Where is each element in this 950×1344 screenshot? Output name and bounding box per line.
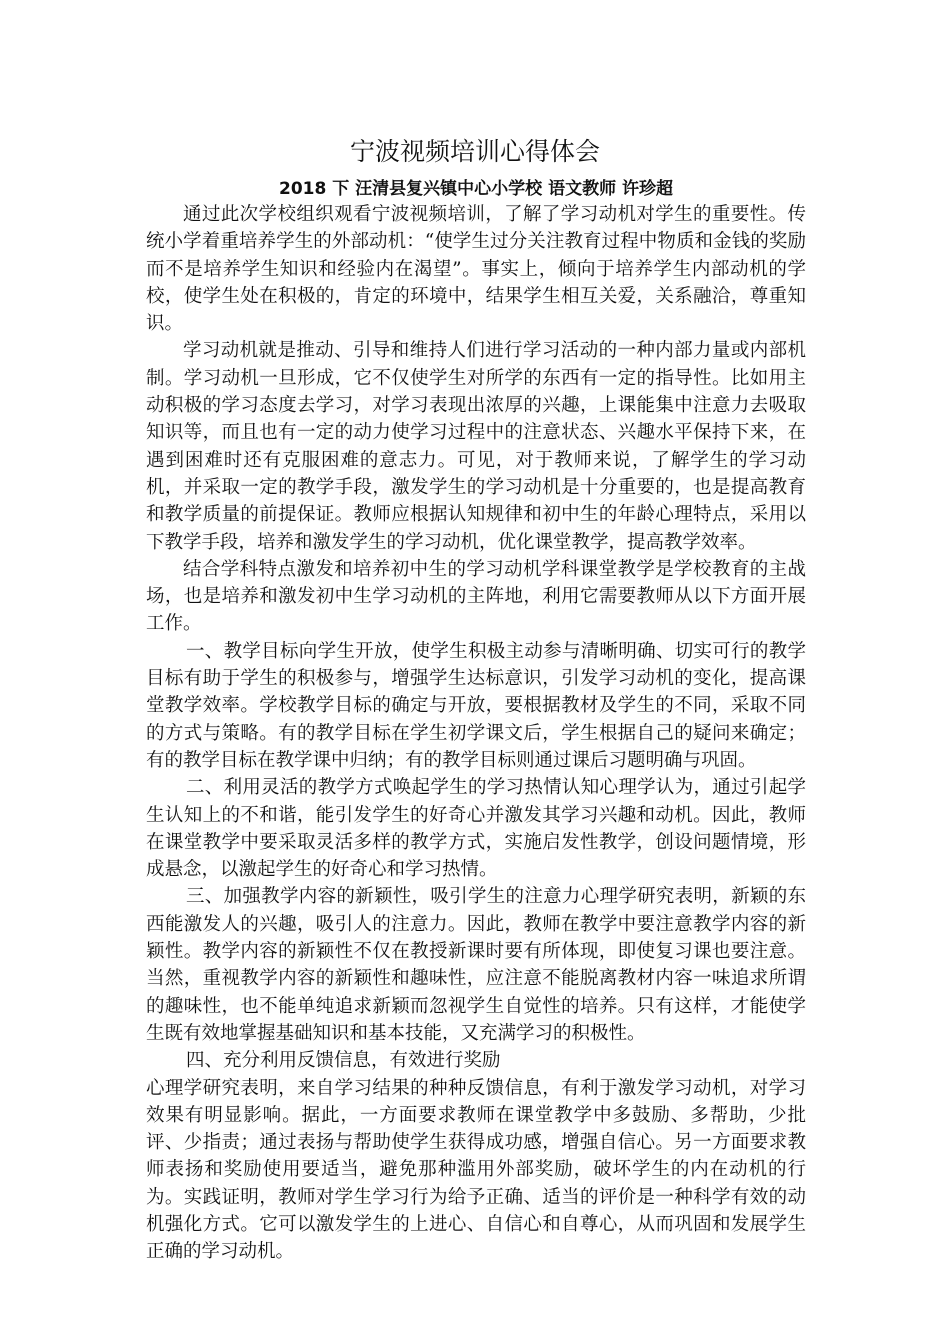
paragraph-intro: 通过此次学校组织观看宁波视频培训，了解了学习动机对学生的重要性。传统小学着重培养学生的外部动机：“使学生过分关注教育过程中物质和金钱的奖励而不是培养学生知识和经验内在渴望”。事实上，倾向于培养学生内部动机的学校，使学生处在积极的，肯定的环境中，结果学生相互关爱，关系融洽，尊重知识。 xyxy=(146,204,806,335)
paragraph-point-four-heading: 四、充分利用反馈信息，有效进行奖励 xyxy=(186,1050,501,1072)
paragraph-point-three: 三、加强教学内容的新颖性，吸引学生的注意力心理学研究表明，新颖的东西能激发人的兴趣，吸引人的注意力。因此，教师在教学中要注意教学内容的新颖性。教学内容的新颖性不仅在教授新课时要有所体现，即使复习课也要注意。当然，重视教学内容的新颖性和趣味性，应注意不能脱离教材内容一味追求所谓的趣味性，也不能单纯追求新颖而忽视学生自觉性的培养。只有这样，才能使学生既有效地掌握基础知识和基本技能，又充满学习的积极性。 xyxy=(146,886,806,1044)
paragraph-point-two: 二、利用灵活的教学方式唤起学生的学习热情认知心理学认为，通过引起学生认知上的不和谐，能引发学生的好奇心并激发其学习兴趣和动机。因此，教师在课堂教学中要采取灵活多样的教学方式，实施启发性教学，创设问题情境，形成悬念，以激起学生的好奇心和学习热情。 xyxy=(146,777,806,881)
paragraph-definition: 学习动机就是推动、引导和维持人们进行学习活动的一种内部力量或内部机制。学习动机一旦形成，它不仅使学生对所学的东西有一定的指导性。比如用主动积极的学习态度去学习，对学习表现出浓厚的兴趣，上课能集中注意力去吸取知识等，而且也有一定的动力使学习过程中的注意状态、兴趣水平保持下来，在遇到困难时还有克服困难的意志力。可见，对于教师来说，了解学生的学习动机，并采取一定的教学手段，激发学生的学习动机是十分重要的，也是提高教育和教学质量的前提保证。教师应根据认知规律和初中生的年龄心理特点，采用以下教学手段，培养和激发学生的学习动机，优化课堂教学，提高教学效率。 xyxy=(146,340,806,553)
paragraph-point-one: 一、教学目标向学生开放，使学生积极主动参与清晰明确、切实可行的教学目标有助于学生的积极参与，增强学生达标意识，引发学习动机的变化，提高课堂教学效率。学校教学目标的确定与开放，要根据教材及学生的不同，采取不同的方式与策略。有的教学目标在学生初学课文后，学生根据自己的疑问来确定；有的教学目标在教学课中归纳；有的教学目标则通过课后习题明确与巩固。 xyxy=(146,640,806,771)
document-body xyxy=(146,201,806,1266)
paragraph-point-four-body: 心理学研究表明，来自学习结果的种种反馈信息，有利于激发学习动机，对学习效果有明显影响。据此，一方面要求教师在课堂教学中多鼓励、多帮助，少批评、少指责；通过表扬与帮助使学生获得成功感，增强自信心。另一方面要求教师表扬和奖励使用要适当，避免那种滥用外部奖励，破坏学生的内在动机的行为。实践证明，教师对学生学习行为给予正确、适当的评价是一种科学有效的动机强化方式。它可以激发学生的上进心、自信心和自尊心，从而巩固和发展学生正确的学习动机。 xyxy=(146,1077,806,1263)
document-title: 宁波视频培训心得体会 xyxy=(349,137,600,166)
document-byline: 2018 下 汪清县复兴镇中心小学校 语文教师 许珍超 xyxy=(279,179,673,199)
paragraph-subject: 结合学科特点激发和培养初中生的学习动机学科课堂教学是学校教育的主战场，也是培养和激发初中生学习动机的主阵地，利用它需要教师从以下方面开展工作。 xyxy=(146,558,806,635)
